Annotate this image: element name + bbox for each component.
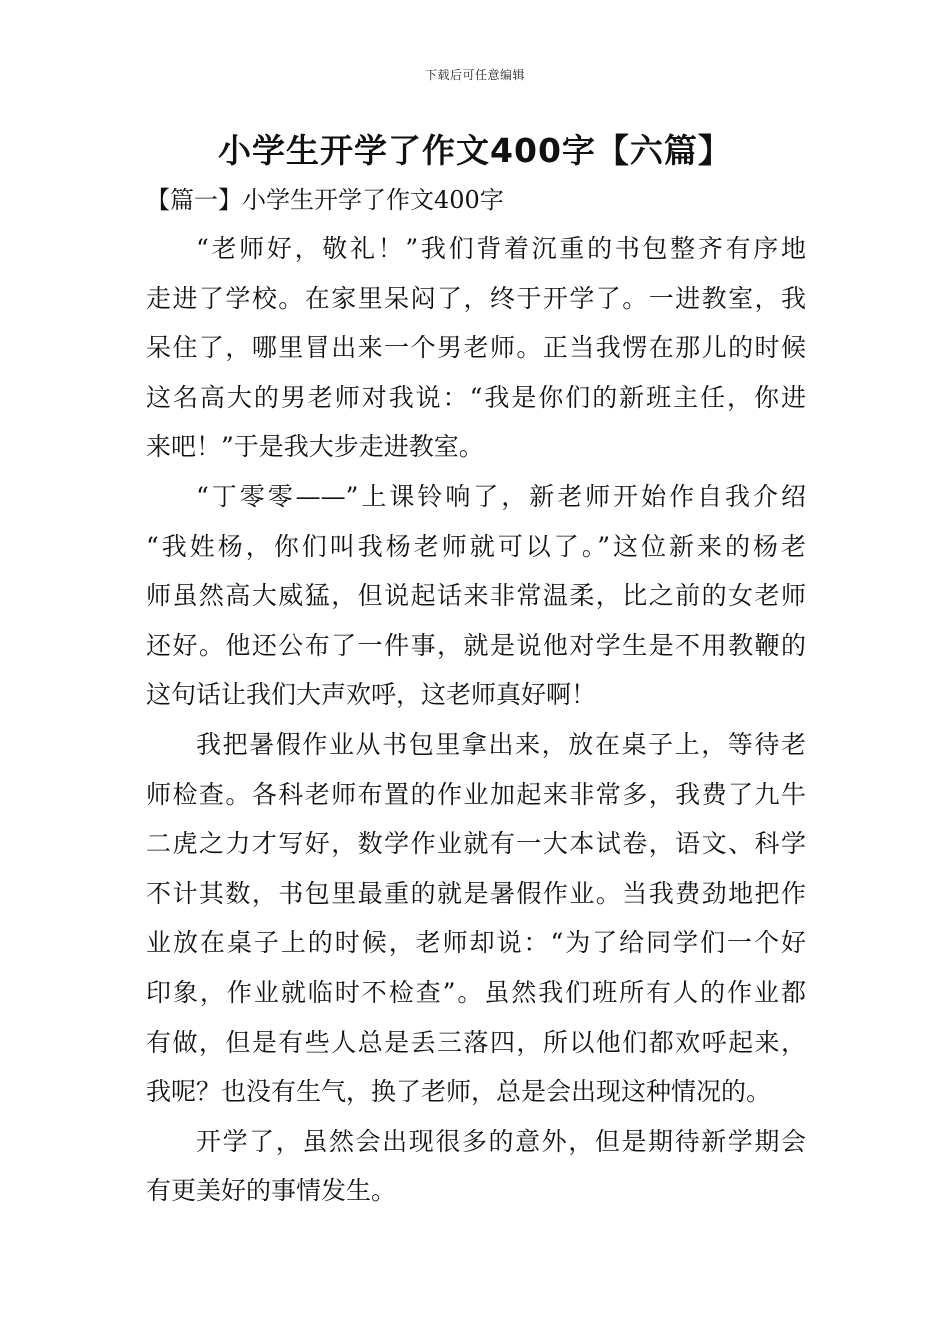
text-line: 呆住了，哪里冒出来一个男老师。正当我愣在那儿的时候 [146,333,806,363]
section-heading: 【篇一】小学生开学了作文400字 [146,186,504,214]
text-line: 来吧！”于是我大步走进教室。 [146,432,484,462]
text-line: 有更美好的事情发生。 [146,1176,397,1206]
text-line: 印象，作业就临时不检查”。虽然我们班所有人的作业都 [146,977,806,1007]
essay-body [146,224,806,1216]
text-line: 师检查。各科老师布置的作业加起来非常多，我费了九牛 [146,779,806,809]
text-line: 有做，但是有些人总是丢三落四，所以他们都欢呼起来， [146,1027,806,1057]
text-line: “老师好，敬礼！”我们背着沉重的书包整齐有序地 [196,234,806,263]
text-line: 这句话让我们大声欢呼，这老师真好啊！ [146,680,597,710]
text-line: “丁零零——”上课铃响了，新老师开始作自我介绍 [196,481,806,511]
text-line: 我把暑假作业从书包里拿出来，放在桌子上，等待老 [196,729,806,759]
paragraph [146,224,806,472]
text-line: 业放在桌子上的时候，老师却说：“为了给同学们一个好 [146,928,806,958]
text-line: 我呢？也没有生气，换了老师，总是会出现这种情况的。 [146,1077,772,1107]
text-line: 不计其数，书包里最重的就是暑假作业。当我费劲地把作 [146,878,806,908]
text-line: 走进了学校。在家里呆闷了，终于开学了。一进教室，我 [146,283,806,313]
text-line: 二虎之力才写好，数学作业就有一大本试卷，语文、科学 [146,829,806,859]
paragraph [146,720,806,1117]
page-title: 小学生开学了作文400字【六篇】 [218,131,732,170]
header-note: 下载后可任意编辑 [424,68,525,82]
text-line: 还好。他还公布了一件事，就是说他对学生是不用教鞭的 [146,630,806,660]
text-line: 师虽然高大威猛，但说起话来非常温柔，比之前的女老师 [146,581,806,611]
text-line: “我姓杨，你们叫我杨老师就可以了。”这位新来的杨老 [146,531,806,561]
paragraph [146,1117,806,1216]
text-line: 这名高大的男老师对我说：“我是你们的新班主任，你进 [146,382,806,412]
paragraph [146,472,806,720]
text-line: 开学了，虽然会出现很多的意外，但是期待新学期会 [196,1126,806,1156]
